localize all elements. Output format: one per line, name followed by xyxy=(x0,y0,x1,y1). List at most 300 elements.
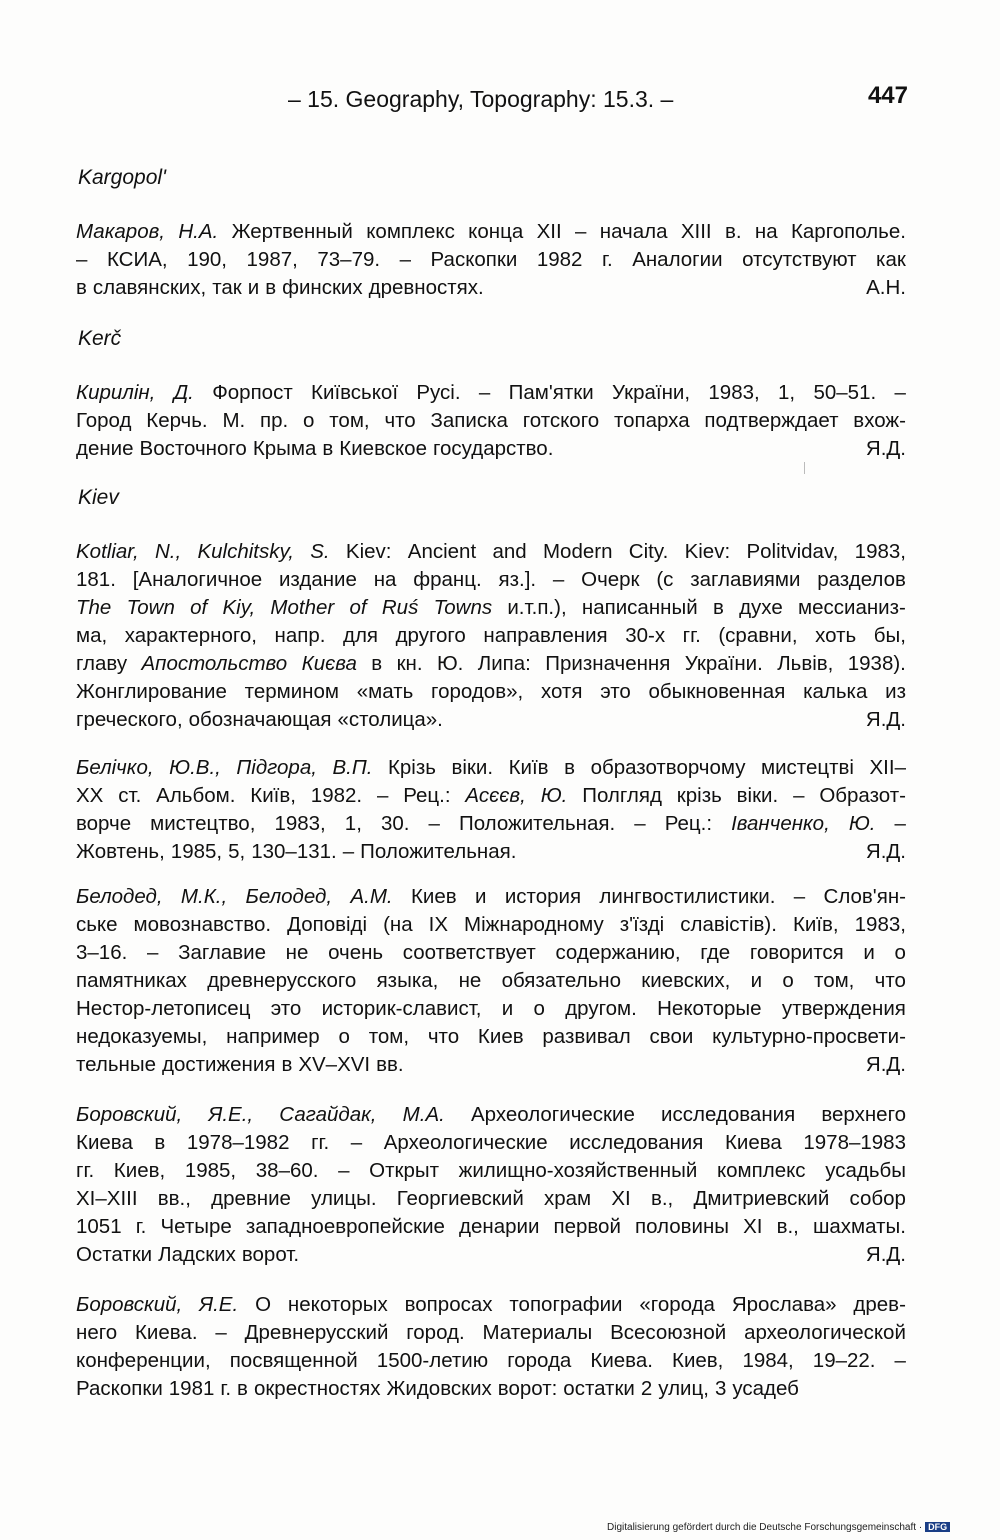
text-word: «города xyxy=(639,1293,715,1316)
author-or-title-word: Д. xyxy=(173,381,194,404)
text-word: IX xyxy=(428,913,449,936)
reviewer-initials: Я.Д. xyxy=(865,708,906,731)
text-word: в xyxy=(76,276,87,299)
text-word: написанный xyxy=(581,596,698,619)
text-word: историк-славист, xyxy=(321,997,482,1020)
text-word: Раскопки xyxy=(430,248,518,271)
text-word: 190, xyxy=(187,248,227,271)
entry-line xyxy=(76,218,906,246)
text-word: вопросах xyxy=(404,1293,493,1316)
text-word: ма, xyxy=(76,624,108,647)
author-or-title-word: of xyxy=(190,596,208,619)
text-word: западноевропейские xyxy=(245,1215,445,1238)
entry-line xyxy=(76,1129,906,1157)
text-word: ське xyxy=(76,913,118,936)
text-word: издание xyxy=(278,568,357,591)
text-word: о xyxy=(338,1025,350,1048)
text-word: подтверждает xyxy=(704,409,839,432)
text-word: Жовтень, xyxy=(76,840,165,863)
text-word: топографии xyxy=(509,1293,623,1316)
entry-line xyxy=(76,883,906,911)
text-word: віки. xyxy=(451,756,494,779)
text-word: и xyxy=(863,941,875,964)
running-title: – 15. Geography, Topography: 15.3. – xyxy=(288,86,674,112)
text-word: – xyxy=(399,248,412,271)
text-word: О xyxy=(255,1293,272,1316)
author-or-title-word: Белічко, xyxy=(76,756,154,779)
author-or-title-word: Боровский, xyxy=(76,1293,183,1316)
author-or-title-word: А.М. xyxy=(350,885,393,908)
text-word: 1981 xyxy=(168,1377,215,1400)
text-word: окрестностях xyxy=(253,1377,381,1400)
text-word: языка, xyxy=(376,969,439,992)
text-word: это xyxy=(600,680,631,703)
text-word: в xyxy=(712,596,724,619)
text-word: о xyxy=(894,941,906,964)
text-word: г. xyxy=(220,1377,232,1400)
text-word: Львів, xyxy=(777,652,834,675)
author-or-title-word: The xyxy=(76,596,112,619)
text-word: 73–79. xyxy=(317,248,381,271)
text-word: – xyxy=(76,248,88,271)
entry-line xyxy=(76,538,906,566)
entry-line xyxy=(76,810,906,838)
text-word: 50–51. xyxy=(813,381,877,404)
text-word: and xyxy=(492,540,527,563)
reviewer-initials: Я.Д. xyxy=(865,1053,906,1076)
text-word: 1985, xyxy=(170,840,223,863)
text-word: XIII xyxy=(680,220,712,243)
author-or-title-word: Ю. xyxy=(848,812,876,835)
author-or-title-word: М.А. xyxy=(402,1103,445,1126)
text-word: в xyxy=(154,1131,166,1154)
text-word: – xyxy=(350,1131,363,1154)
author-or-title-word: Макаров, xyxy=(76,220,165,243)
text-word: заглавиями xyxy=(690,568,801,591)
entry-line xyxy=(76,995,906,1023)
author-or-title-word: Підгора, xyxy=(236,756,317,779)
text-word: на xyxy=(754,220,778,243)
section-heading: Kerč xyxy=(78,327,122,350)
text-word: – xyxy=(146,941,159,964)
entry-line xyxy=(76,706,906,734)
text-word: свои xyxy=(649,1025,694,1048)
text-word: Керчь. xyxy=(146,409,208,432)
text-word: хоть xyxy=(815,624,857,647)
text-word: археологической xyxy=(744,1321,906,1344)
text-word: Липа: xyxy=(477,652,531,675)
text-word: яз.]. xyxy=(498,568,537,591)
text-word: утверждения xyxy=(781,997,906,1020)
text-word: Киева. xyxy=(590,1349,653,1372)
text-word: достижения xyxy=(161,1053,276,1076)
text-word: Київської xyxy=(311,381,399,404)
text-word: Modern xyxy=(542,540,613,563)
text-word: образотворчому xyxy=(590,756,746,779)
author-or-title-word: Kiy, xyxy=(222,596,256,619)
text-word: 38–60. xyxy=(255,1159,319,1182)
text-word: том, xyxy=(368,1025,410,1048)
text-word: хотя xyxy=(540,680,583,703)
text-word: Киева. xyxy=(134,1321,198,1344)
text-word: соответствует xyxy=(402,941,536,964)
text-word: говорится xyxy=(749,941,844,964)
text-word: 1982. xyxy=(310,784,363,807)
text-word: другого xyxy=(395,624,466,647)
text-word: первой xyxy=(553,1215,621,1238)
text-word: 1983, xyxy=(708,381,760,404)
text-word: Нестор-летописец xyxy=(76,997,251,1020)
author-or-title-word: N., xyxy=(154,540,182,563)
text-word: «столица». xyxy=(337,708,443,731)
text-word: в xyxy=(322,437,334,460)
entry-line xyxy=(76,1157,906,1185)
text-word: – xyxy=(793,784,805,807)
text-word: и xyxy=(501,997,514,1020)
text-word: Пам'ятки xyxy=(508,381,594,404)
text-word: конференции, xyxy=(76,1349,211,1372)
text-word: разделов xyxy=(817,568,906,591)
text-word: славістів). xyxy=(680,913,777,936)
text-word: XV–XVI xyxy=(298,1053,371,1076)
text-word: не xyxy=(458,969,482,992)
text-word: в. xyxy=(724,220,742,243)
section-heading: Kiev xyxy=(78,486,119,509)
entry-line xyxy=(76,566,906,594)
text-word: з'їзді xyxy=(619,913,665,936)
bibliography-entry xyxy=(76,754,906,866)
entry-line xyxy=(76,1185,906,1213)
text-word: Раскопки xyxy=(76,1377,163,1400)
text-word: так xyxy=(212,276,242,299)
text-word: Форпост xyxy=(212,381,293,404)
author-or-title-word: Ruś xyxy=(381,596,419,619)
text-word: что xyxy=(384,409,416,432)
text-word: XX xyxy=(76,784,104,807)
text-word: ворот: xyxy=(497,1377,558,1400)
text-word: Киевское xyxy=(339,437,427,460)
text-word: финских xyxy=(282,276,363,299)
entry-line xyxy=(76,1319,906,1347)
text-word: усадеб xyxy=(732,1377,799,1400)
text-word: гг. xyxy=(311,1131,330,1154)
text-word: 3 xyxy=(714,1377,727,1400)
entry-line xyxy=(76,407,906,435)
author-or-title-word: Апостольство xyxy=(141,652,288,675)
text-word: Київ, xyxy=(250,784,296,807)
author-or-title-word: Towns xyxy=(433,596,493,619)
author-or-title-word: Ю. xyxy=(540,784,568,807)
text-word: в xyxy=(265,276,277,299)
text-word: готского xyxy=(522,409,600,432)
text-word: Археологические xyxy=(383,1131,548,1154)
text-word: не xyxy=(285,941,309,964)
text-word: 181. xyxy=(76,568,116,591)
reviewer-initials: Я.Д. xyxy=(865,437,906,460)
text-word: Рец.: xyxy=(664,812,713,835)
text-word: дение xyxy=(76,437,134,460)
text-word: духе xyxy=(739,596,783,619)
text-word: Каргополье. xyxy=(790,220,906,243)
text-word: Четыре xyxy=(160,1215,232,1238)
text-word: памятниках xyxy=(76,969,187,992)
text-word: развивал xyxy=(542,1025,631,1048)
text-word: некоторых xyxy=(287,1293,388,1316)
text-word: Образот- xyxy=(819,784,906,807)
text-word: 1982 xyxy=(536,248,583,271)
text-word: 1985, xyxy=(184,1159,237,1182)
author-or-title-word: Town xyxy=(126,596,175,619)
text-word: древние xyxy=(211,1187,291,1210)
text-word: – xyxy=(793,885,806,908)
text-word: Крізь xyxy=(387,756,436,779)
text-word: – xyxy=(215,1321,227,1344)
text-word: половины xyxy=(634,1215,730,1238)
text-word: Киева xyxy=(724,1131,782,1154)
text-word: 1, xyxy=(344,812,362,835)
text-word: славянских, xyxy=(92,276,207,299)
text-word: греческого, xyxy=(76,708,183,731)
bibliography-entry xyxy=(76,1101,906,1269)
text-word: мистецтві xyxy=(761,756,854,779)
text-word: история xyxy=(504,885,582,908)
text-word: другом. xyxy=(565,997,637,1020)
author-or-title-word: Боровский, xyxy=(76,1103,183,1126)
author-or-title-word: В.П. xyxy=(332,756,373,779)
text-word: Полгляд xyxy=(582,784,662,807)
text-word: тельные xyxy=(76,1053,156,1076)
text-word: – xyxy=(376,784,389,807)
text-word: жилищно-хозяйственный xyxy=(458,1159,698,1182)
text-word: г. xyxy=(135,1215,147,1238)
text-word: – xyxy=(894,812,906,835)
author-or-title-word: Я.Е., xyxy=(208,1103,254,1126)
text-word: храм xyxy=(544,1187,592,1210)
text-word: мессианиз- xyxy=(798,596,906,619)
author-or-title-word: М.К., xyxy=(180,885,228,908)
text-word: гг. xyxy=(76,1159,95,1182)
text-word: г. xyxy=(601,248,613,271)
text-word: 1978–1983 xyxy=(803,1131,906,1154)
text-word: ворот. xyxy=(241,1243,300,1266)
text-word: о xyxy=(782,969,794,992)
text-word: как xyxy=(876,248,906,271)
entry-line xyxy=(76,911,906,939)
text-word: лингвостилистики. xyxy=(599,885,776,908)
text-word: что xyxy=(427,1025,460,1048)
text-word: 19–22. xyxy=(812,1349,876,1372)
text-word: ворче xyxy=(76,812,132,835)
text-word: XII– xyxy=(869,756,906,779)
section-heading: Kargopol' xyxy=(78,166,167,189)
text-word: М. xyxy=(222,409,246,432)
text-word: исследования xyxy=(569,1131,704,1154)
text-word: Ancient xyxy=(407,540,477,563)
entry-line xyxy=(76,379,906,407)
text-word: где xyxy=(700,941,731,964)
text-word: XII xyxy=(536,220,562,243)
author-or-title-word: Іванченко, xyxy=(731,812,830,835)
text-word: бы, xyxy=(873,624,906,647)
author-or-title-word: Н.А. xyxy=(178,220,219,243)
text-word: 1500-летию xyxy=(376,1349,489,1372)
running-header xyxy=(0,82,1000,122)
text-word: о xyxy=(303,409,315,432)
author-or-title-word: of xyxy=(349,596,367,619)
entry-line xyxy=(76,1241,906,1269)
text-word: вв., xyxy=(157,1187,191,1210)
text-word: Открыт xyxy=(369,1159,439,1182)
text-word: шахматы. xyxy=(812,1215,906,1238)
entry-line xyxy=(76,754,906,782)
text-word: Очерк xyxy=(581,568,640,591)
entry-line xyxy=(76,1347,906,1375)
author-or-title-word: Kotliar, xyxy=(76,540,139,563)
text-word: Ярослава» xyxy=(731,1293,837,1316)
text-word: Заглавие xyxy=(178,941,266,964)
text-word: Призначення xyxy=(545,652,671,675)
entry-line xyxy=(76,622,906,650)
text-word: древностях. xyxy=(368,276,484,299)
text-word: том, xyxy=(329,409,370,432)
text-word: остатки xyxy=(563,1377,635,1400)
text-word: древ- xyxy=(853,1293,906,1316)
entry-line xyxy=(76,1213,906,1241)
text-word: обозначающая xyxy=(188,708,332,731)
bibliography-entry xyxy=(76,1291,906,1403)
text-word: город. xyxy=(406,1321,465,1344)
text-word: калька xyxy=(803,680,868,703)
text-word: городов», xyxy=(431,680,524,703)
text-word: напр. xyxy=(274,624,326,647)
entry-line xyxy=(76,939,906,967)
text-word: віки. xyxy=(736,784,779,807)
text-word: Аналогии xyxy=(632,248,723,271)
text-word: Жертвенный xyxy=(231,220,353,243)
text-word: в., xyxy=(650,1187,674,1210)
reviewer-initials: А.Н. xyxy=(866,276,906,299)
bibliography-entry xyxy=(76,379,906,463)
text-word: в xyxy=(281,1053,293,1076)
text-word: Восточного xyxy=(139,437,247,460)
text-word: крізь xyxy=(676,784,722,807)
entry-line xyxy=(76,435,906,463)
text-word: Киев, xyxy=(672,1349,724,1372)
text-word: – xyxy=(428,812,440,835)
entry-line xyxy=(76,838,906,866)
entry-line xyxy=(76,246,906,274)
text-word: термином xyxy=(244,680,339,703)
text-word: – xyxy=(338,1159,350,1182)
entry-line xyxy=(76,274,906,302)
entry-line xyxy=(76,678,906,706)
text-word: на xyxy=(373,568,397,591)
text-word: улицы. xyxy=(311,1187,377,1210)
text-word: и xyxy=(750,969,763,992)
text-word: кн. xyxy=(396,652,423,675)
text-word: в., xyxy=(776,1215,799,1238)
text-word: мовознавство. xyxy=(133,913,272,936)
text-word: о xyxy=(533,997,545,1020)
footer xyxy=(607,1522,950,1533)
author-or-title-word: Белодед, xyxy=(76,885,163,908)
bibliography-entry xyxy=(76,218,906,302)
author-or-title-word: S. xyxy=(310,540,330,563)
text-word: в xyxy=(564,756,576,779)
text-word: Дмитриевский xyxy=(693,1187,830,1210)
text-word: Древнерусский xyxy=(244,1321,389,1344)
text-word: (на xyxy=(383,913,413,936)
text-word: City. xyxy=(628,540,669,563)
author-or-title-word: Белодед, xyxy=(245,885,333,908)
text-word: начала xyxy=(599,220,668,243)
text-word: України. xyxy=(684,652,763,675)
text-word: 1983, xyxy=(854,540,906,563)
author-or-title-word: Ю.В., xyxy=(169,756,221,779)
text-word: вв. xyxy=(376,1053,404,1076)
text-word: (сравни, xyxy=(718,624,798,647)
text-word: том, xyxy=(814,969,855,992)
text-word: Русі. xyxy=(416,381,461,404)
author-or-title-word: Асєєв, xyxy=(465,784,526,807)
text-word: вхож- xyxy=(853,409,906,432)
text-word: древнерусского xyxy=(207,969,357,992)
text-word: [Аналогичное xyxy=(132,568,263,591)
text-word: Київ, xyxy=(792,913,839,936)
text-word: XI xyxy=(743,1215,763,1238)
text-word: Остатки xyxy=(76,1243,153,1266)
text-word: и.т.п.), xyxy=(507,596,567,619)
text-word: верхнего xyxy=(821,1103,906,1126)
entry-line xyxy=(76,594,906,622)
bibliography-entry xyxy=(76,883,906,1079)
text-word: главу xyxy=(76,652,128,675)
entry-line xyxy=(76,782,906,810)
text-word: Рец.: xyxy=(403,784,451,807)
text-word: XI–XIII xyxy=(76,1187,138,1210)
text-word: пр. xyxy=(260,409,289,432)
text-word: Ю. xyxy=(436,652,464,675)
text-word: обязательно xyxy=(501,969,621,992)
text-word: усадьбы xyxy=(825,1159,906,1182)
text-word: для xyxy=(343,624,379,647)
dfg-logo: DFG xyxy=(925,1522,950,1532)
text-word: конца xyxy=(468,220,524,243)
entry-line xyxy=(76,1101,906,1129)
text-word: исследования xyxy=(661,1103,796,1126)
text-word: «мать xyxy=(356,680,414,703)
text-word: 1938). xyxy=(847,652,906,675)
footer-text: Digitalisierung gefördert durch die Deutsche Forschungsgemeinschaft · xyxy=(607,1522,923,1533)
text-word: Записка xyxy=(430,409,508,432)
text-word: содержанию, xyxy=(555,941,681,964)
author-or-title-word: Я.Е. xyxy=(199,1293,239,1316)
text-word: например xyxy=(226,1025,320,1048)
text-word: направления xyxy=(483,624,608,647)
scan-mark xyxy=(804,462,805,474)
text-word: недоказуемы, xyxy=(76,1025,208,1048)
text-word: Георгиевский xyxy=(396,1187,524,1210)
text-word: комплекс xyxy=(716,1159,806,1182)
text-word: культурно-просвети- xyxy=(712,1025,906,1048)
reviewer-initials: Я.Д. xyxy=(865,1243,906,1266)
text-word: Politvidav, xyxy=(746,540,839,563)
author-or-title-word: Сагайдак, xyxy=(279,1103,377,1126)
text-word: ст. xyxy=(118,784,142,807)
text-word: 1983, xyxy=(274,812,326,835)
text-word: мистецтво, xyxy=(150,812,256,835)
text-word: – xyxy=(575,220,587,243)
